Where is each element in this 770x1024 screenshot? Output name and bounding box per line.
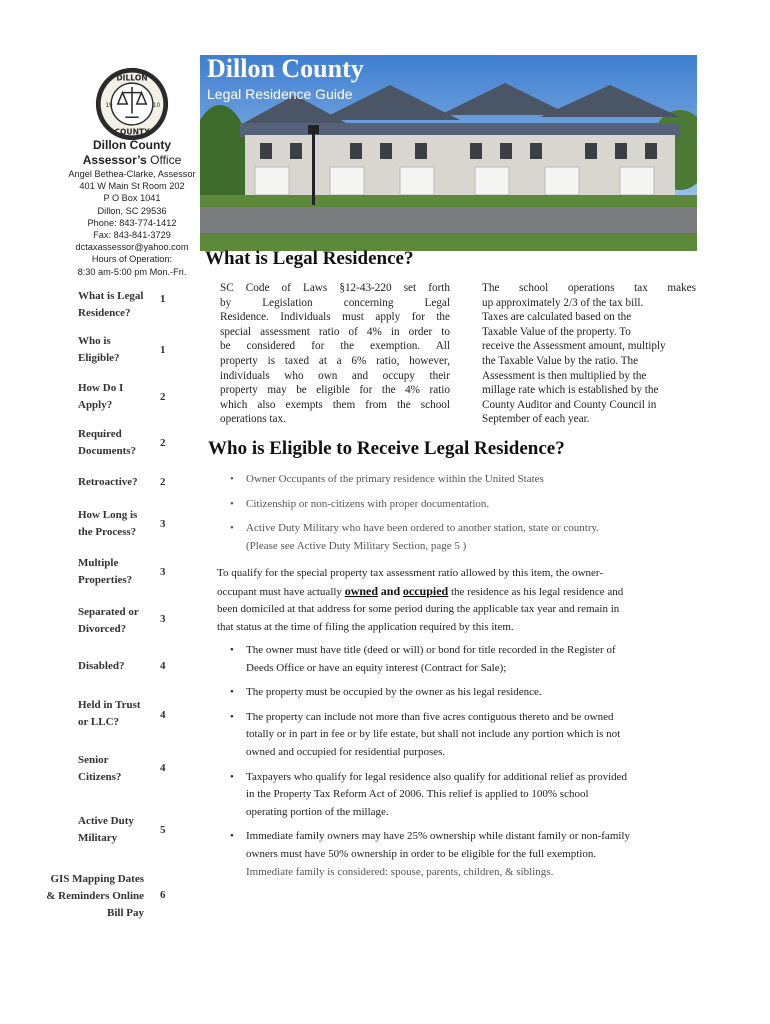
- list-item: • The owner must have title (deed or will) or bond for title recorded in the Register of Deeds Office or have an equity interest (Contract for Sale);: [218, 642, 698, 677]
- svg-text:10: 10: [152, 102, 161, 109]
- list-item: • The property can include not more than five acres contiguous thereto and be owned totally or in part in fee or by life estate, but shall not include any portion which is not owned and occupied for residential purposes.: [218, 709, 698, 762]
- toc-page: 3: [160, 566, 166, 578]
- legal-residence-col2: The school operations tax makes up approximately 2/3 of the tax bill. Taxes are calculated based on the Taxable Value of the property. To receive the Assessment amount, multiply the Taxable Value by the ratio. The Assessment is then multiplied by the millage rate which is established by the County Auditor and County Council in September of each year.: [482, 282, 696, 426]
- banner-title: Dillon County: [207, 54, 364, 83]
- office-info: [62, 138, 202, 278]
- toc-item-divorced[interactable]: Separated or Divorced?: [78, 606, 139, 635]
- toc-item-disabled[interactable]: Disabled?: [78, 660, 125, 672]
- list-item: • Immediate family owners may have 25% ownership while distant family or non-family owners must have 50% ownership in order to be eligible for the full exemption. Immediate family is considered: spouse, parents, children, & siblings.: [218, 828, 698, 881]
- address-street: 401 W Main St Room 202: [79, 181, 185, 192]
- toc-page: 2: [160, 437, 166, 449]
- toc-page: 2: [160, 391, 166, 403]
- list-item: • Owner Occupants of the primary residence within the United States: [218, 471, 698, 489]
- address-city: Dillon, SC 29536: [97, 205, 167, 216]
- family-note: Immediate family is considered: spouse, parents, children, & siblings.: [246, 865, 554, 878]
- toc-item-documents[interactable]: Required Documents?: [78, 428, 137, 457]
- toc-page: 4: [160, 762, 166, 774]
- svg-text:COUNTY: COUNTY: [114, 127, 150, 137]
- email-link[interactable]: dctaxassessor@yahoo.com: [75, 242, 189, 253]
- phone: Phone: 843-774-1412: [87, 217, 177, 228]
- toc-page: 4: [160, 660, 166, 672]
- toc-item-eligible[interactable]: Who is Eligible?: [78, 335, 120, 364]
- banner-townhouse-photo: [200, 55, 697, 251]
- toc-page: 5: [160, 824, 166, 836]
- qualify-paragraph: To qualify for the special property tax assessment ratio allowed by this item, the owner- occupant must have actually owned and occupied the residence as his legal residence and been domiciled at that address for some period during the applicable tax year and remain in that status at the time of filing the application required by this item.: [217, 567, 624, 633]
- office-county: Dillon County: [93, 138, 171, 152]
- svg-text:19: 19: [105, 102, 113, 109]
- toc-page: 4: [160, 709, 166, 721]
- county-seal-logo: [94, 66, 170, 142]
- toc-page: 3: [160, 613, 166, 625]
- banner-subtitle: Legal Residence Guide: [207, 86, 353, 102]
- toc-page: 2: [160, 476, 166, 488]
- address-pobox: P O Box 1041: [103, 193, 161, 204]
- toc-item-trust[interactable]: Held in Trust or LLC?: [78, 699, 141, 728]
- list-item: • The property must be occupied by the owner as his legal residence.: [218, 684, 698, 702]
- toc-item-multiple[interactable]: Multiple Properties?: [78, 557, 133, 586]
- fax: Fax: 843-841-3729: [93, 230, 171, 241]
- toc-item-senior[interactable]: Senior Citizens?: [78, 754, 122, 783]
- eligibility-list: [218, 471, 698, 555]
- toc-page: 3: [160, 518, 166, 530]
- heading-who-is-eligible: Who is Eligible to Receive Legal Residence?: [208, 438, 565, 459]
- toc-item-legal-residence[interactable]: What is Legal Residence?: [78, 290, 144, 319]
- toc-page: 1: [160, 344, 166, 356]
- list-item: • Taxpayers who qualify for legal residence also qualify for additional relief as provided in the Property Tax Reform Act of 2006. This relief is applied to 100% school operating portion of the millage.: [218, 769, 698, 822]
- toc-item-process[interactable]: How Long is the Process?: [78, 509, 138, 538]
- toc-page: 6: [160, 889, 166, 901]
- heading-what-is-legal-residence: What is Legal Residence?: [205, 248, 414, 269]
- legal-residence-col1: SC Code of Laws §12-43-220 set forth by Legislation concerning Legal Residence. Individuals must apply for the special assessment ratio of 4% in order to be considered for the exemption. All property is taxed at a 6% ratio, however, individuals who own and occupy their property may be eligible for the 4% ratio which also exempts them from the school operations tax.: [220, 282, 450, 426]
- office-title: Assessor’s Office: [82, 153, 182, 167]
- toc-item-retroactive[interactable]: Retroactive?: [78, 476, 138, 488]
- toc-item-gis[interactable]: GIS Mapping Dates & Reminders Online Bill Pay: [46, 873, 144, 919]
- hours-value: 8:30 am-5:00 pm Mon.-Fri.: [77, 266, 187, 277]
- list-item: • Citizenship or non-citizens with proper documentation.: [218, 496, 698, 514]
- toc-page: 1: [160, 293, 166, 305]
- list-item: • Active Duty Military who have been ordered to another station, state or country. (Please see Active Duty Military Section, page 5 ): [218, 520, 698, 555]
- requirements-list: [218, 642, 698, 881]
- assessor-name: Angel Bethea-Clarke, Assessor: [68, 169, 196, 179]
- toc-item-apply[interactable]: How Do I Apply?: [78, 382, 124, 411]
- toc-item-military[interactable]: Active Duty Military: [78, 815, 134, 844]
- svg-text:DILLON: DILLON: [116, 73, 148, 83]
- hours-label: Hours of Operation:: [91, 254, 173, 265]
